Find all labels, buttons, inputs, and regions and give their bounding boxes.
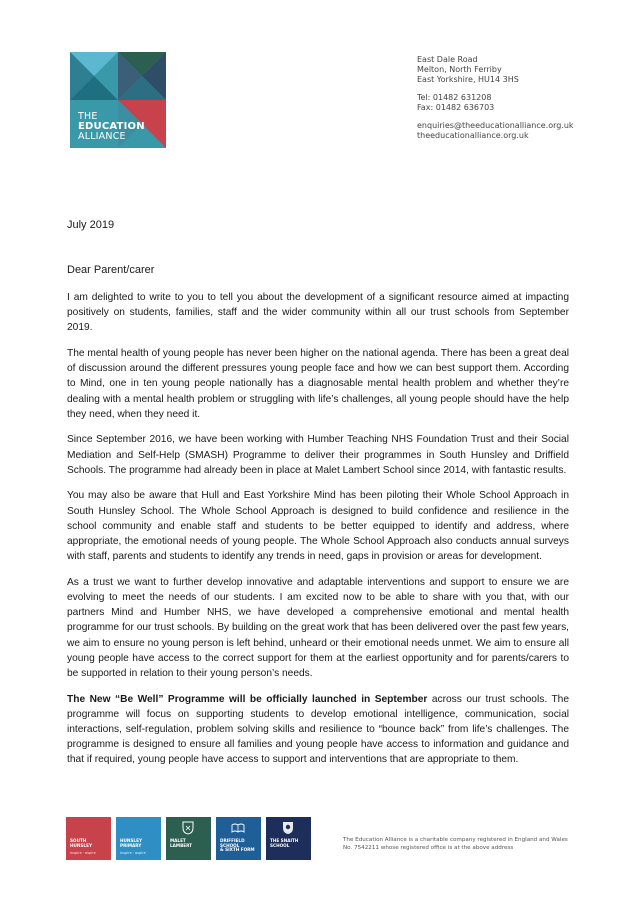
letter-body (67, 290, 569, 778)
address-street: East Dale Road (417, 55, 478, 64)
paragraph-2: The mental health of young people has never been higher on the national agenda. There has been a great deal of discussion around the different pressures young people face and how we can best support them. According to Mind, one in ten young people nationally has a diagnosable mental health problem and whether they’re dealing with a mental health problem or struggling with life’s challenges, all young people should have the help they need, when they need it. (67, 348, 569, 420)
address-block (417, 55, 574, 141)
crest-icon (181, 821, 195, 835)
school-name: HUNSLEY PRIMARY (120, 838, 142, 848)
letter-greeting: Dear Parent/carer (67, 264, 155, 276)
paragraph-1: I am delighted to write to you to tell you about the development of a significant resource aimed at impacting positively on students, families, staff and the wider community within all our trust schools from September 2019. (67, 292, 569, 334)
school-logo-south-hunsley (66, 817, 111, 860)
paragraph-6-bold: The New “Be Well” Programme will be officially launched in September (67, 693, 428, 705)
school-name: SOUTH HUNSLEY (70, 838, 92, 848)
address-county: East Yorkshire, HU14 3HS (417, 75, 519, 84)
paragraph-6 (67, 692, 569, 768)
school-logo-driffield (216, 817, 261, 860)
school-name: DRIFFIELD SCHOOL & SIXTH FORM (220, 838, 255, 853)
logo-wordmark (78, 112, 145, 142)
address-website[interactable]: theeducationalliance.org.uk (417, 131, 529, 140)
footer-registration-note: The Education Alliance is a charitable company registered in England and Wales No. 7542211 whose registered office is at the above address (343, 837, 568, 851)
school-tagline: inspire · aspire (70, 851, 96, 855)
school-tagline: inspire · aspire (120, 851, 146, 855)
school-logo-snaith (266, 817, 311, 860)
address-tel: Tel: 01482 631208 (417, 93, 492, 102)
paragraph-4: You may also be aware that Hull and East Yorkshire Mind has been piloting their Whole School Approach in South Hunsley School. The Whole School Approach is designed to build confidence and resilience in the school community and enable staff and students to be better equipped to identify and address, where appropriate, the emotional needs of young people. The Whole School Approach also conducts annual surveys with staff, parents and students to identify any trends in need, gaps in provision or areas for development. (67, 490, 569, 563)
address-town: Melton, North Ferriby (417, 65, 502, 74)
paragraph-5: As a trust we want to further develop innovative and adaptable interventions and support to ensure we are evolving to meet the needs of our students. I am excited now to be able to share with you that, with our partners Mind and Humber NHS, we have developed a comprehensive emotional and mental health programme for our trust schools. By building on the great work that has been delivered over the past few years, we aim to ensure no young person is left behind, unheard or their emotional needs unmet. We aim to ensure all young people have access to the correct support for them at the earliest opportunity and for parents/carers to be supported in relation to their young person’s needs. (67, 576, 569, 680)
logo-line-alliance: ALLIANCE (78, 131, 126, 142)
school-logo-malet-lambert (166, 817, 211, 860)
logo-line-the: THE (78, 111, 98, 122)
school-name: THE SNAITH SCHOOL (270, 838, 299, 848)
school-logo-hunsley-primary (116, 817, 161, 860)
school-logos (66, 817, 311, 860)
logo-line-education: EDUCATION (78, 121, 145, 132)
book-icon (231, 821, 245, 835)
crest-icon (281, 821, 295, 835)
address-email[interactable]: enquiries@theeducationalliance.org.uk (417, 121, 574, 130)
letter-date: July 2019 (67, 219, 115, 231)
paragraph-3: Since September 2016, we have been working with Humber Teaching NHS Foundation Trust and their Social Mediation and Self-Help (SMASH) Programme to deliver their programmes in South Hunsley and Driffield Schools. The programme had already been in place at Malet Lambert School since 2014, with fantastic results. (67, 434, 569, 476)
address-fax: Fax: 01482 636703 (417, 103, 495, 112)
paragraph-6-rest: across our trust schools. The programme will focus on supporting students to develop emotional intelligence, communication, social interactions, self-regulation, problem solving skills and resilience to “bounce back” from life’s challenges. The programme is designed to ensure all families and young people have access to information and guidance and that if required, young people have access to support and interventions that are appropriate to them. (67, 693, 569, 766)
school-name: MALET LAMBERT (170, 838, 193, 848)
